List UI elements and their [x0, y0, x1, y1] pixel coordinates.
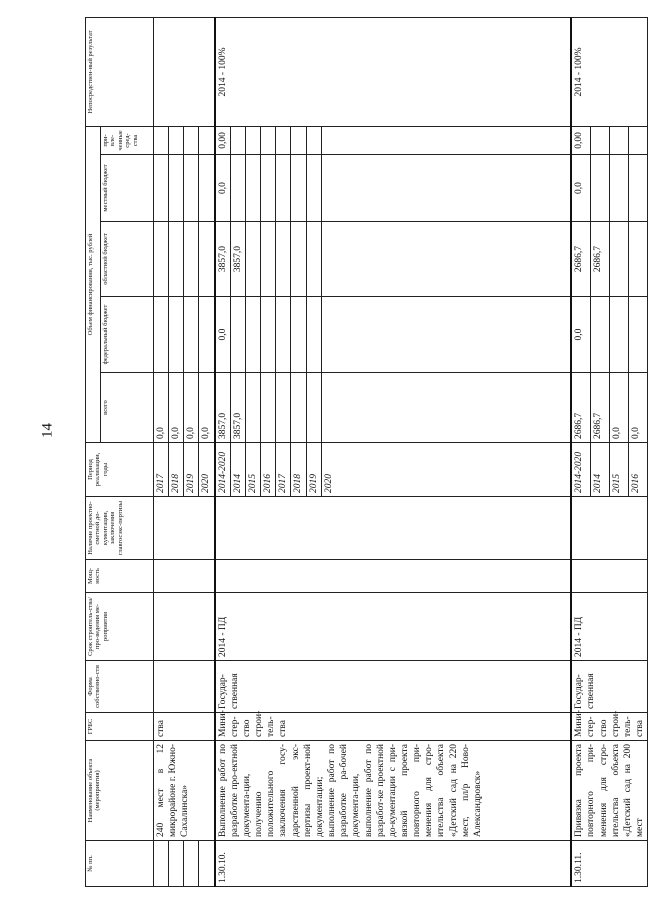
- header-federal: федеральный бюджет: [101, 297, 154, 373]
- period-range: 2014-2020: [571, 443, 591, 497]
- period-year: 2015: [610, 443, 629, 497]
- total-value: 0,0: [154, 373, 169, 443]
- period-year: 2019: [184, 443, 199, 497]
- table-row: [154, 17, 169, 886]
- period-year: 2017: [154, 443, 169, 497]
- total-value: 0,0: [169, 373, 184, 443]
- total-value: 0,0: [184, 373, 199, 443]
- local-value: 0,0: [215, 155, 231, 222]
- continuation-grbs: ства: [154, 713, 215, 741]
- period-year: 2020: [321, 443, 571, 497]
- total-value: 3857,0: [215, 373, 231, 443]
- header-period: Период реализации, годы: [86, 443, 154, 497]
- table-row: [571, 17, 591, 886]
- period-year: 2018: [291, 443, 306, 497]
- header-regional: областной бюджет: [101, 222, 154, 297]
- object-name: Привязка проекта повторного при-менения для стро-ительства объекта «Детский сад на 200 мест: [571, 741, 647, 841]
- grbs-name: Мини-стер-ство строи-тель-ства: [571, 713, 647, 741]
- regional-value: 3857,0: [230, 222, 245, 297]
- continuation-name: 240 мест в 12 микрорайоне г. Южно-Сахалинска»: [154, 741, 215, 841]
- ownership-form: Государ-ственная: [215, 661, 572, 713]
- federal-value: 0,0: [571, 297, 591, 373]
- header-financing: Объем финансирования, тыс. рублей: [86, 126, 101, 442]
- period-year: 2020: [199, 443, 215, 497]
- result-text: 2014 - 100%: [571, 17, 647, 126]
- period-year: 2018: [169, 443, 184, 497]
- total-value: 0,0: [610, 373, 629, 443]
- ownership-form: Государ-ственная: [571, 661, 647, 713]
- program-objects-table: [85, 17, 648, 887]
- total-value: 0,0: [629, 373, 648, 443]
- rotated-table-container: [85, 18, 645, 887]
- period-year: 2019: [306, 443, 321, 497]
- period-range: 2014-2020: [215, 443, 231, 497]
- result-text: 2014 - 100%: [215, 17, 572, 126]
- header-psd: Наличие проектно-сметной до-кументации, заключения главгосэкс-пертизы: [86, 497, 154, 560]
- period-year: 2015: [245, 443, 260, 497]
- local-value: 0,0: [571, 155, 591, 222]
- table-row: [215, 17, 231, 886]
- header-num: № пп.: [86, 841, 154, 887]
- row-number: 1.30.11.: [571, 841, 647, 887]
- header-local: местный бюджет: [101, 155, 154, 222]
- attracted-value: 0,00: [571, 126, 591, 154]
- construction-term: 2014 - ПД: [215, 593, 572, 661]
- period-year: 2014: [591, 443, 610, 497]
- attracted-value: 0,00: [215, 126, 231, 154]
- regional-value: 3857,0: [215, 222, 231, 297]
- header-ownership: Форма собственно-сти: [86, 661, 154, 713]
- page-number: 14: [39, 423, 56, 438]
- period-year: 2016: [629, 443, 648, 497]
- total-value: 3857,0: [230, 373, 245, 443]
- grbs-name: Мини-стер-ство строи-тель-ства: [215, 713, 572, 741]
- header-term: Срок строитель-ства/про-ведения ме-роприятия: [86, 593, 154, 661]
- total-value: 0,0: [199, 373, 215, 443]
- header-name: Наименование объекта (мероприятия): [86, 741, 154, 841]
- header-total: всего: [101, 373, 154, 443]
- row-number: 1.30.10.: [215, 841, 572, 887]
- total-value: 2686,7: [591, 373, 610, 443]
- period-year: 2014: [230, 443, 245, 497]
- total-value: 2686,7: [571, 373, 591, 443]
- header-capacity: Мощ-ность: [86, 560, 154, 593]
- construction-term: 2014 - ПД: [571, 593, 647, 661]
- regional-value: 2686,7: [591, 222, 610, 297]
- header-result: Непосредствен-ный результат: [86, 17, 154, 126]
- regional-value: 2686,7: [571, 222, 591, 297]
- object-name: Выполнение работ по разработке про-ектной документа-ции, получению положительного заключения госу-дарственной экс-пертизы проект-ной документации; выполнение работ по разработке ра-бочей документа-ции, выполнение работ по разработ-ке проектной до-кументации с при-вязкой проекта повторного при-менения для стро-ительства объекта «Детский сад на 220 мест, пл/р Ново-Александровск»: [215, 741, 572, 841]
- federal-value: 0,0: [215, 297, 231, 373]
- header-attracted: при-вле-ченные сред-ства: [101, 126, 154, 154]
- header-grbs: ГРБС: [86, 713, 154, 741]
- period-year: 2016: [261, 443, 276, 497]
- period-year: 2017: [276, 443, 291, 497]
